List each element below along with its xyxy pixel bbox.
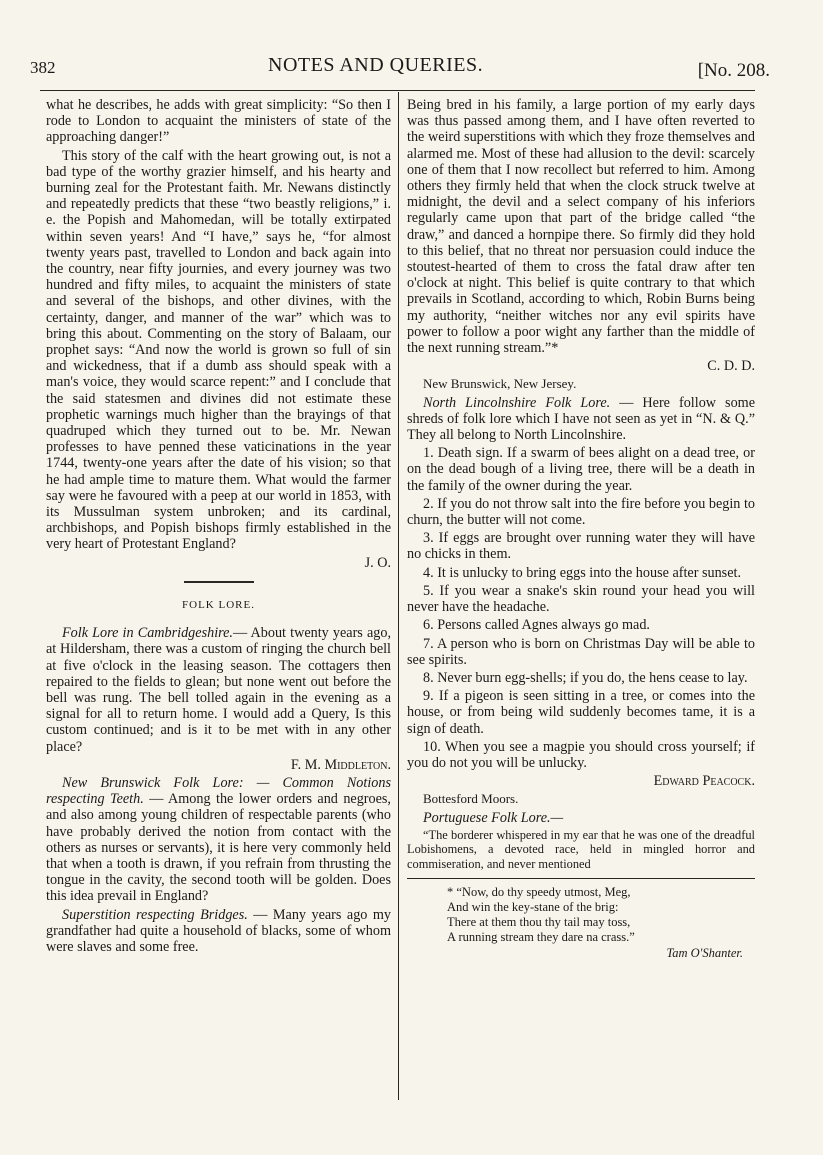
page-header: [30, 50, 770, 84]
credit-text: Tam O'Shanter.: [666, 945, 743, 960]
page-number: 382: [30, 58, 56, 77]
header-rule: [40, 90, 755, 91]
article-title: Superstition respecting Bridges.: [62, 906, 248, 923]
article-title: New Brunswick Folk Lore: — Common Notions respecting Teeth.: [46, 774, 391, 808]
list-item: 2. If you do not throw salt into the fire before you begin to churn, the butter will not come.: [407, 495, 755, 529]
paragraph: This story of the calf with the heart growing out, is not a bad type of the worthy grazier himself, and his hearty and burning zeal for the Protestant faith. Mr. Newans distinctly and repeatedly predicts that these “two beastly religions,” i. e. the Popish and Mahomedan, will be totally extirpated within seven years! And “I have,” says he, “for almost twenty years past, travelled to London and back again into the country, near fifty journies, and every journey was two hundred and fifty miles, to acquaint the ministers of state and several of the bishops, and other divines, with the certainty, danger, and manner of the war” which was to bring this about. Commenting on the story of Balaam, our prophet says: “And now the world is grown so full of sin and wickedness, that if a dumb ass should speak with a man's voice, they would scarce repent:” and I conclude that the said statesmen and divines did not estimate these prophetic warnings much higher than the brayings of that quadruped which they turned out to be. Mr. Newan professes to have penned these vaticinations in the year 1744, twenty-one years after the date of his vision; so that he had ample time to mature them. What would the farmer say were he favoured with a peep at our world in 1853, with its Mussulman system unbroken; and its cardinal, archbishops, and Popish bishops firmly established in the very heart of Protestant England?: [46, 147, 391, 553]
article-cambridgeshire: [46, 625, 391, 755]
article-text: — Many years ago my grandfather had quite a household of blacks, some of whom were slaves and some free.: [46, 906, 391, 955]
article-north-lincolnshire: [407, 395, 755, 444]
footnote-credit: [407, 945, 755, 961]
article-text: — About twenty years ago, at Hildersham, there was a custom of ringing the church bell at five o'clock in the leasing season. The cottagers then repaired to the fields to glean; but none went out before the bell was rung. The bell tolled again in the evening as a signal for all to return home. I would add a Query, Is this custom continued; and is it to be met with in any other place?: [46, 625, 391, 755]
article-title: Folk Lore in Cambridgeshire.: [62, 625, 233, 642]
verse-line: * “Now, do thy speedy utmost, Meg,: [447, 884, 631, 899]
journal-title: NOTES AND QUERIES.: [268, 54, 484, 76]
list-item: 7. A person who is born on Christmas Day will be able to see spirits.: [407, 635, 755, 668]
place-line: Bottesford Moors.: [423, 791, 519, 807]
issue-number: [No. 208.: [697, 60, 770, 81]
list-item: 1. Death sign. If a swarm of bees alight on a dead tree, or on the dead bough of a living tree, there will be a death in the family of the owner during the year.: [407, 445, 755, 494]
right-column: [407, 97, 755, 961]
article-title: Portuguese Folk Lore.: [423, 809, 551, 826]
list-item: 6. Persons called Agnes always go mad.: [423, 617, 650, 634]
list-item: 3. If eggs are brought over running water they will have no chicks in them.: [407, 530, 755, 563]
verse-line: And win the key-stane of the brig:: [447, 899, 619, 914]
article-text: — Here follow some shreds of folk lore which I have not seen as yet in “N. & Q.” They all belong to North Lincolnshire.: [407, 394, 755, 444]
signature: C. D. D.: [707, 358, 755, 375]
section-heading: FOLK LORE.: [182, 598, 255, 611]
section-rule: [184, 581, 254, 583]
list-item: 9. If a pigeon is seen sitting in a tree, or comes into the house, or from being wild suddenly becomes tame, it is a sign of death.: [407, 688, 755, 737]
list-item: 8. Never burn egg-shells; if you do, the hens cease to lay.: [423, 669, 748, 686]
place-line: New Brunswick, New Jersey.: [423, 376, 577, 392]
article-portuguese: [407, 810, 755, 826]
footnote-verse: [407, 885, 755, 945]
article-new-brunswick: [46, 775, 391, 905]
signature: Edward Peacock.: [653, 773, 755, 790]
left-column: [46, 97, 391, 955]
signature: F. M. Middleton.: [290, 756, 391, 773]
paragraph: Being bred in his family, a large portion of my early days was thus passed among them, and I have often reverted to the weird superstitions with which they froze themselves and alarmed me. Most of these had allusion to the devil: scarcely one of them that I now recollect but referred to him. Among others they firmly held that when the clock struck twelve at midnight, the devil and a select company of his inferiors regularly came upon that part of the bridge called “the draw,” and danced a hornpipe there. So firmly did they hold to this belief, that no threat nor persuasion could induce the stoutest-hearted of them to cross the fatal draw after ten o'clock at night. This belief is quite contrary to that which prevails in Scotland, according to which, Robin Burns being my authority, “neither witches nor any evil spirits have power to follow a poor wight any farther than the middle of the next running stream.”*: [407, 97, 755, 357]
article-bridges: [46, 907, 391, 956]
list-item: 10. When you see a magpie you should cross yourself; if you do not you will be unlucky.: [407, 738, 755, 771]
paragraph: what he describes, he adds with great simplicity: “So then I rode to London to acquaint the ministers of state of the approaching danger!”: [46, 97, 391, 146]
article-title: North Lincolnshire Folk Lore.: [423, 394, 611, 411]
list-item: 4. It is unlucky to bring eggs into the house after sunset.: [423, 564, 741, 581]
quotation: “The borderer whispered in my ear that he was one of the dreadful Lobishomens, a devoted race, held in mingled horror and commiseration, and never mentioned: [407, 827, 755, 871]
signature: J. O.: [364, 554, 391, 571]
article-dash: —: [550, 809, 564, 826]
footnote-rule: [407, 878, 755, 879]
column-divider: [398, 92, 399, 1100]
verse-line: A running stream they dare na crass.”: [447, 929, 635, 944]
verse-line: There at them thou thy tail may toss,: [447, 914, 631, 929]
list-item: 5. If you wear a snake's skin round your head you will never have the headache.: [407, 582, 755, 616]
article-text: — Among the lower orders and negroes, and also among young children of respectable parents (who have probably derived the notion from contact with the others as nurses or servants), it is here very commonly held that when a tooth is drawn, if you refrain from thrusting the tongue in the cavity, the second tooth will be golden. Does this idea prevail in England?: [46, 791, 391, 905]
